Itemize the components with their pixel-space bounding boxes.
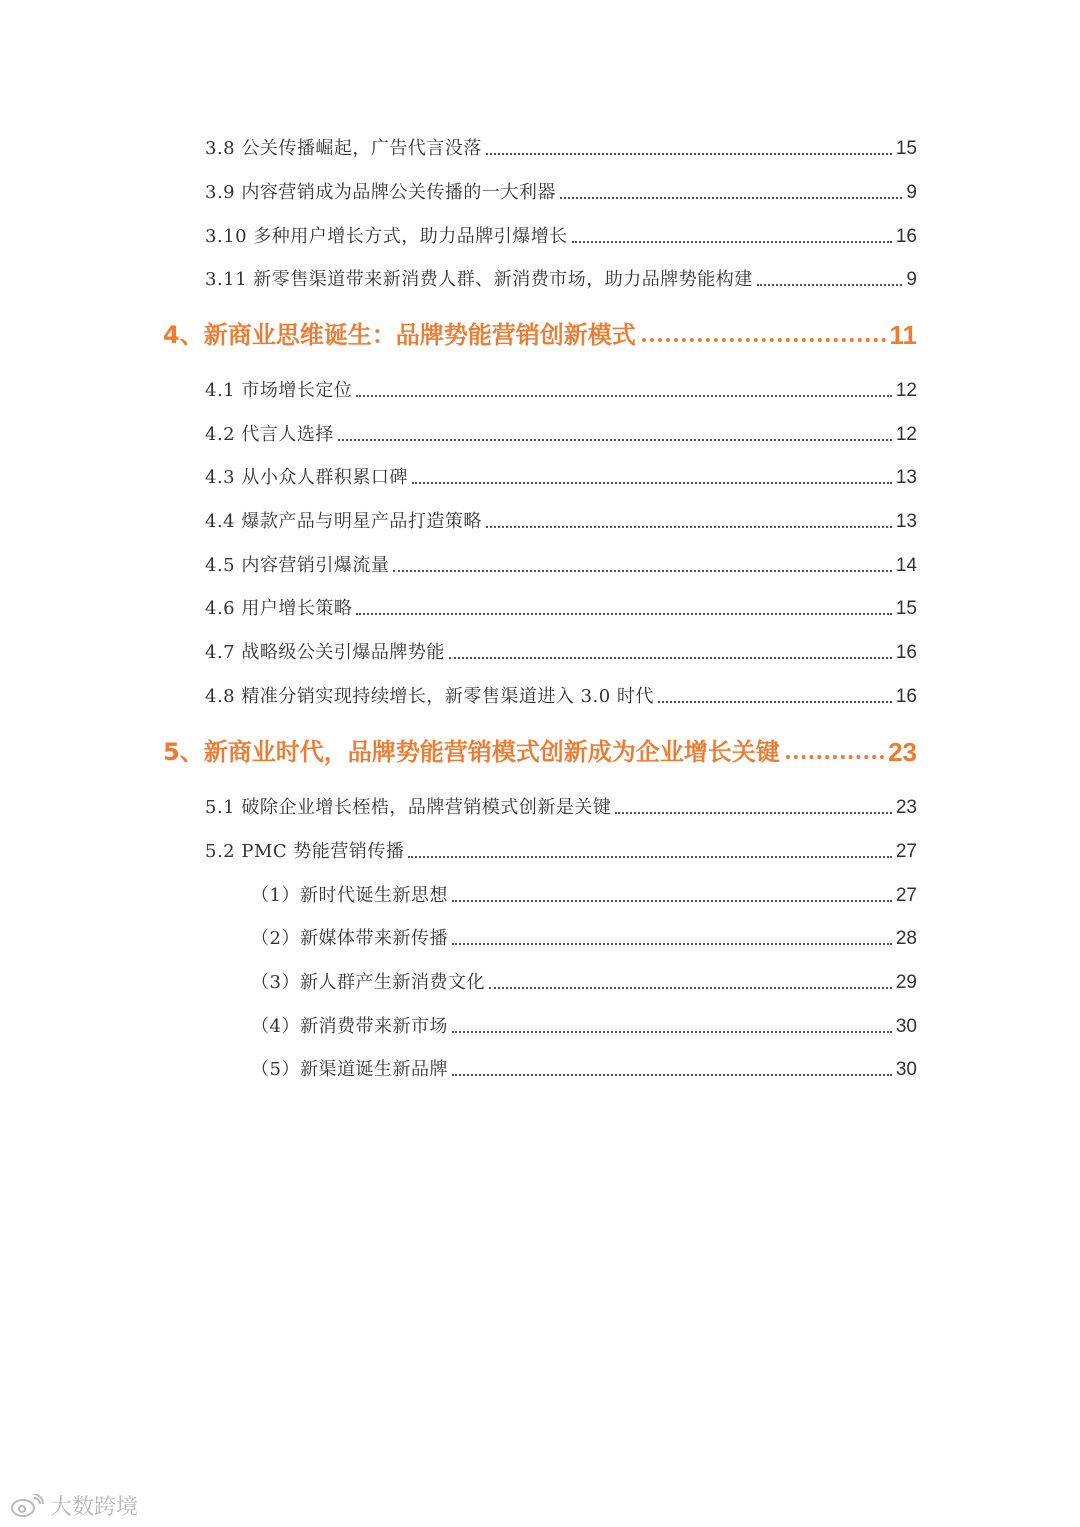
toc-entry-label: 4.7 战略级公关引爆品牌势能 xyxy=(205,642,445,663)
toc-heading-label: 5、新商业时代，品牌势能营销模式创新成为企业增长关键 xyxy=(163,738,780,766)
toc-entry-label: （3）新人群产生新消费文化 xyxy=(251,972,485,993)
toc-entry-label: 3.8 公关传播崛起，广告代言没落 xyxy=(205,138,482,159)
toc-entry-label: 4.5 内容营销引爆流量 xyxy=(205,555,390,576)
toc-page-number: 23 xyxy=(895,797,917,818)
toc-entry-3-9[interactable] xyxy=(205,174,917,204)
toc-page-number: 13 xyxy=(895,467,917,488)
toc-entry-label: 4.2 代言人选择 xyxy=(205,424,334,445)
toc-page-number: 11 xyxy=(889,320,917,350)
toc-entry-5-2[interactable] xyxy=(205,833,917,863)
toc-entry-4-1[interactable] xyxy=(205,372,917,402)
toc-entry-label: 4.1 市场增长定位 xyxy=(205,380,353,401)
toc-entry-4-2[interactable] xyxy=(205,416,917,446)
toc-entry-label: （4）新消费带来新市场 xyxy=(251,1016,448,1037)
dot-leader xyxy=(452,942,892,945)
toc-entry-label: 4.3 从小众人群积累口碑 xyxy=(205,467,408,488)
dot-leader xyxy=(408,855,891,858)
weibo-logo-icon xyxy=(10,1494,44,1518)
toc-entry-label: （2）新媒体带来新传播 xyxy=(251,928,448,949)
toc-entry-label: （5）新渠道诞生新品牌 xyxy=(251,1059,448,1080)
dot-leader xyxy=(658,700,892,703)
dot-leader xyxy=(757,283,903,286)
toc-page-number: 14 xyxy=(895,555,917,576)
toc-entry-3-10[interactable] xyxy=(205,218,917,248)
toc-page-number: 15 xyxy=(895,598,917,619)
dot-leader xyxy=(452,1030,892,1033)
dot-leader xyxy=(486,152,892,155)
toc-entry-4-3[interactable] xyxy=(205,459,917,489)
toc-entry-label: 3.9 内容营销成为品牌公关传播的一大利器 xyxy=(205,182,556,203)
dot-leader xyxy=(615,811,892,814)
watermark-text: 大数跨境 xyxy=(50,1495,139,1520)
toc-page-number: 16 xyxy=(895,686,917,707)
dot-leader xyxy=(486,525,892,528)
dot-leader xyxy=(393,569,892,572)
toc-page-number: 16 xyxy=(895,642,917,663)
dot-leader xyxy=(560,196,903,199)
dot-leader xyxy=(489,986,892,989)
toc-entry-3-11[interactable] xyxy=(205,261,917,291)
toc-page-number: 30 xyxy=(895,1059,917,1080)
dot-leader xyxy=(356,394,892,397)
toc-page-number: 16 xyxy=(895,226,917,247)
toc-entry-4-7[interactable] xyxy=(205,634,917,664)
toc-page-number: 28 xyxy=(895,928,917,949)
dot-leader xyxy=(452,1073,892,1076)
toc-heading-4[interactable] xyxy=(163,314,917,350)
toc-entry-5-2-2[interactable] xyxy=(251,920,917,950)
dot-leader xyxy=(786,754,884,759)
toc-entry-5-1[interactable] xyxy=(205,789,917,819)
toc-entry-label: 3.11 新零售渠道带来新消费人群、新消费市场，助力品牌势能构建 xyxy=(205,269,753,290)
toc-page-number: 13 xyxy=(895,511,917,532)
dot-leader xyxy=(642,337,886,342)
toc-page-number: 9 xyxy=(906,182,917,203)
toc-page-number: 23 xyxy=(888,737,917,767)
toc-entry-label: 4.6 用户增长策略 xyxy=(205,598,353,619)
dot-leader xyxy=(338,438,892,441)
toc-entry-5-2-5[interactable] xyxy=(251,1051,917,1081)
toc-entry-4-5[interactable] xyxy=(205,547,917,577)
dot-leader xyxy=(449,656,892,659)
toc-page-number: 12 xyxy=(895,380,917,401)
toc-entry-5-2-4[interactable] xyxy=(251,1008,917,1038)
toc-entry-3-8[interactable] xyxy=(205,130,917,160)
toc-entry-5-2-3[interactable] xyxy=(251,964,917,994)
toc-heading-label: 4、新商业思维诞生：品牌势能营销创新模式 xyxy=(163,321,636,349)
toc-entry-label: 3.10 多种用户增长方式，助力品牌引爆增长 xyxy=(205,226,568,247)
toc-entry-4-8[interactable] xyxy=(205,678,917,708)
dot-leader xyxy=(356,612,892,615)
dot-leader xyxy=(412,481,892,484)
toc-page-number: 15 xyxy=(895,138,917,159)
toc-entry-label: （1）新时代诞生新思想 xyxy=(251,885,448,906)
dot-leader xyxy=(452,899,892,902)
toc-heading-5[interactable] xyxy=(163,731,917,767)
toc-page-number: 9 xyxy=(906,269,917,290)
toc-entry-label: 4.4 爆款产品与明星产品打造策略 xyxy=(205,511,482,532)
toc-entry-5-2-1[interactable] xyxy=(251,877,917,907)
toc-page-number: 30 xyxy=(895,1016,917,1037)
toc-entry-label: 4.8 精准分销实现持续增长，新零售渠道进入 3.0 时代 xyxy=(205,686,654,707)
toc-entry-4-4[interactable] xyxy=(205,503,917,533)
watermark xyxy=(10,1490,138,1521)
toc-page-number: 12 xyxy=(895,424,917,445)
toc-entry-label: 5.2 PMC 势能营销传播 xyxy=(205,841,405,862)
dot-leader xyxy=(572,240,892,243)
toc-entry-label: 5.1 破除企业增长桎梏，品牌营销模式创新是关键 xyxy=(205,797,612,818)
toc-page-number: 29 xyxy=(895,972,917,993)
toc-page-number: 27 xyxy=(895,841,917,862)
toc-entry-4-6[interactable] xyxy=(205,590,917,620)
toc-page-number: 27 xyxy=(895,885,917,906)
